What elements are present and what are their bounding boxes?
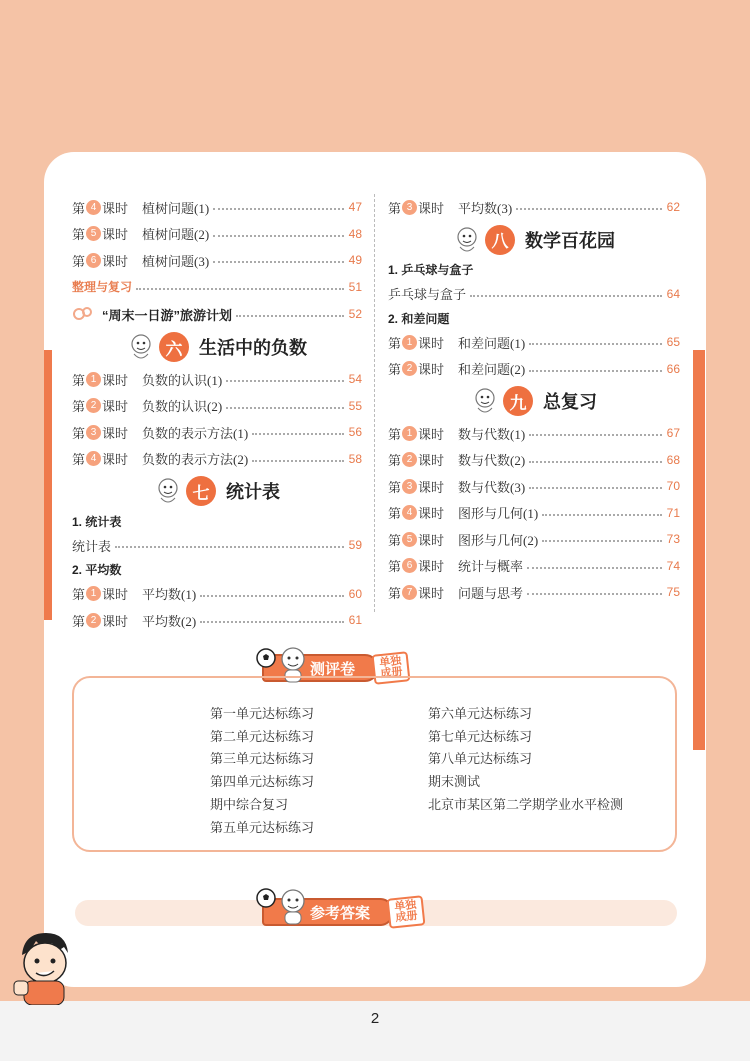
lesson-prefix: 第: [388, 559, 402, 575]
leader-dots: [200, 595, 344, 597]
lesson-suffix: 课时: [418, 335, 445, 351]
unit-badge: 七: [186, 476, 216, 506]
test-item[interactable]: 第七单元达标练习: [428, 728, 533, 744]
unit-7-heading[interactable]: [72, 472, 362, 510]
leader-dots: [213, 261, 344, 263]
lesson-number: 4: [86, 451, 101, 466]
leader-dots: [529, 461, 662, 463]
leader-dots: [470, 295, 662, 297]
lesson-label: [72, 611, 128, 630]
lesson-title: 图形与几何(2): [458, 532, 539, 548]
page-ref: 58: [348, 451, 362, 466]
lesson-prefix: 第: [72, 372, 86, 388]
test-item[interactable]: 北京市某区第二学期学业水平检测: [428, 796, 624, 812]
page-ref: 65: [666, 335, 680, 350]
lesson-label: [72, 449, 128, 468]
test-item[interactable]: 第一单元达标练习: [210, 706, 315, 721]
lesson-label: [388, 583, 444, 602]
unit-name: 生活中的负数: [199, 338, 307, 358]
lesson-title: 负数的表示方法(1): [142, 425, 249, 441]
lesson-prefix: 第: [388, 506, 402, 522]
lesson-number: 2: [86, 398, 101, 413]
lesson-suffix: 课时: [418, 559, 445, 575]
lesson-prefix: 第: [72, 613, 86, 629]
page-ref: 68: [666, 452, 680, 467]
trip-row[interactable]: [72, 300, 362, 328]
lesson-prefix: 第: [388, 200, 402, 216]
tests-right-list: [428, 703, 623, 817]
lesson-title: 统计与概率: [458, 559, 524, 575]
lesson-label: [388, 530, 444, 549]
mascot-icon: [127, 332, 155, 362]
lesson-number: 7: [402, 585, 417, 600]
page-ref: 54: [348, 372, 362, 387]
lesson-title: 负数的表示方法(2): [142, 452, 249, 468]
page-ref: 66: [666, 361, 680, 376]
lesson-prefix: 第: [388, 426, 402, 442]
lesson-number: 1: [86, 586, 101, 601]
lesson-number: 4: [402, 505, 417, 520]
lesson-suffix: 课时: [102, 227, 129, 243]
review-title: 整理与复习: [72, 280, 133, 295]
lesson-prefix: 第: [388, 453, 402, 469]
lesson-label: [72, 370, 128, 389]
lesson-number: 4: [86, 200, 101, 215]
leader-dots: [252, 433, 344, 435]
lesson-number: 6: [86, 253, 101, 268]
lesson-row[interactable]: [72, 393, 362, 420]
page-ref: 49: [348, 253, 362, 268]
lesson-title: 数与代数(1): [458, 426, 526, 442]
lesson-title: 平均数(2): [142, 613, 197, 629]
lesson-number: 1: [402, 335, 417, 350]
leader-dots: [213, 235, 344, 237]
page-ref: 75: [666, 585, 680, 600]
lesson-row[interactable]: [388, 526, 680, 553]
lesson-row[interactable]: [72, 419, 362, 446]
lesson-prefix: 第: [388, 585, 402, 601]
lesson-prefix: 第: [72, 253, 86, 269]
leader-dots: [226, 407, 344, 409]
leader-dots: [529, 434, 662, 436]
lesson-label: [388, 359, 444, 378]
lesson-row[interactable]: [72, 446, 362, 473]
test-item[interactable]: 第六单元达标练习: [428, 706, 533, 721]
column-divider: [374, 194, 375, 612]
lesson-number: 3: [402, 200, 417, 215]
test-item[interactable]: 期中综合复习: [210, 796, 289, 812]
lesson-title: 植树问题(2): [142, 227, 210, 243]
lesson-title: 植树问题(1): [142, 200, 210, 216]
lesson-row[interactable]: [72, 366, 362, 393]
lesson-suffix: 课时: [418, 426, 445, 442]
lesson-row[interactable]: [72, 581, 362, 608]
page-ref: 64: [666, 286, 680, 301]
unit-name: 统计表: [226, 482, 280, 502]
lesson-suffix: 课时: [102, 253, 129, 269]
leader-dots: [542, 514, 662, 516]
lesson-suffix: 课时: [418, 453, 445, 469]
lesson-title: 植树问题(3): [142, 253, 210, 269]
lesson-label: [72, 423, 128, 442]
page-ref: 67: [666, 426, 680, 441]
lesson-suffix: 课时: [418, 506, 445, 522]
unit-8-heading[interactable]: [388, 221, 680, 259]
entry-title: 统计表: [72, 538, 112, 554]
lesson-prefix: 第: [72, 587, 86, 603]
lesson-prefix: 第: [72, 227, 86, 243]
lesson-number: 5: [402, 532, 417, 547]
lesson-label: [388, 450, 444, 469]
lesson-title: 问题与思考: [458, 585, 524, 601]
tests-banner-tag: 单独成册: [372, 651, 411, 685]
lesson-suffix: 课时: [418, 585, 445, 601]
lesson-number: 1: [86, 372, 101, 387]
entry-title: 乒乓球与盒子: [388, 287, 467, 303]
test-item[interactable]: 第四单元达标练习: [210, 774, 315, 790]
lesson-row[interactable]: [388, 579, 680, 606]
tests-left-list: [210, 703, 314, 839]
lesson-title: 数与代数(3): [458, 479, 526, 495]
lesson-title: 和差问题(1): [458, 335, 526, 351]
answers-banner-tag: 单独成册: [387, 895, 426, 929]
lesson-label: [72, 251, 128, 270]
page-ref: 48: [348, 226, 362, 241]
trip-title: “周末一日游”旅游计划: [102, 307, 233, 323]
unit-name: 总复习: [543, 392, 597, 412]
lesson-row[interactable]: [72, 221, 362, 248]
lesson-label: [388, 556, 444, 575]
left-column: [72, 194, 362, 634]
lesson-suffix: 课时: [102, 613, 129, 629]
lesson-row[interactable]: [388, 420, 680, 447]
lesson-title: 平均数(3): [458, 200, 513, 216]
page-ref: 47: [348, 200, 362, 215]
lesson-row[interactable]: [72, 247, 362, 274]
mascot-icon: [453, 225, 481, 255]
mascot-icon: [154, 476, 182, 506]
lesson-row[interactable]: [388, 473, 680, 500]
lesson-title: 图形与几何(1): [458, 506, 539, 522]
section-heading: 1. 乒乓球与盒子: [388, 263, 474, 277]
page-ref: 70: [666, 479, 680, 494]
leader-dots: [542, 540, 662, 542]
test-item[interactable]: 第五单元达标练习: [210, 819, 315, 835]
section-heading: 2. 平均数: [72, 563, 122, 577]
lesson-title: 负数的认识(1): [142, 372, 223, 388]
leader-dots: [252, 460, 344, 462]
lesson-label: [388, 424, 444, 443]
right-column: [388, 194, 680, 606]
tests-banner-label: 测评卷: [262, 654, 379, 682]
page-ref: 59: [348, 538, 362, 553]
test-item[interactable]: 期末测试: [428, 774, 481, 790]
lesson-row[interactable]: [388, 194, 680, 221]
lesson-number: 3: [86, 425, 101, 440]
unit-badge: 九: [503, 386, 533, 416]
answers-banner-label: 参考答案: [262, 898, 394, 926]
lesson-title: 平均数(1): [142, 587, 197, 603]
leader-dots: [213, 208, 344, 210]
right-accent-bar: [693, 350, 705, 750]
lesson-prefix: 第: [72, 200, 86, 216]
leader-dots: [136, 288, 344, 290]
leader-dots: [516, 208, 662, 210]
lesson-prefix: 第: [72, 452, 86, 468]
lesson-row[interactable]: [72, 194, 362, 221]
page-ref: 71: [666, 505, 680, 520]
page-ref: 52: [348, 307, 362, 321]
stat-table-row[interactable]: [72, 532, 362, 559]
lesson-title: 数与代数(2): [458, 453, 526, 469]
lesson-prefix: 第: [72, 425, 86, 441]
lesson-label: [72, 224, 128, 243]
lesson-row[interactable]: [388, 447, 680, 474]
lesson-number: 2: [402, 452, 417, 467]
soccer-ball-icon: [256, 648, 276, 668]
lesson-number: 3: [402, 479, 417, 494]
unit-badge: 六: [159, 332, 189, 362]
pingpong-row[interactable]: [388, 281, 680, 308]
mascot-icon: [471, 386, 499, 416]
lesson-prefix: 第: [388, 532, 402, 548]
lesson-row[interactable]: [388, 329, 680, 356]
leader-dots: [200, 621, 344, 623]
lesson-suffix: 课时: [102, 200, 129, 216]
unit-badge: 八: [485, 225, 515, 255]
lesson-suffix: 课时: [418, 479, 445, 495]
section-heading: 2. 和差问题: [388, 311, 450, 326]
lesson-row[interactable]: [388, 553, 680, 580]
leader-dots: [236, 315, 344, 317]
unit-6-heading[interactable]: [72, 328, 362, 366]
unit-9-heading[interactable]: [388, 382, 680, 420]
section-heading: 1. 统计表: [72, 514, 122, 529]
lesson-number: 6: [402, 558, 417, 573]
leader-dots: [527, 593, 662, 595]
lesson-label: [72, 396, 128, 415]
lesson-row[interactable]: [388, 500, 680, 527]
lesson-label: [388, 198, 444, 217]
lesson-label: [72, 584, 128, 603]
lesson-suffix: 课时: [102, 425, 129, 441]
leader-dots: [529, 343, 662, 345]
lesson-suffix: 课时: [102, 587, 129, 603]
page-ref: 55: [348, 398, 362, 413]
leader-dots: [529, 370, 662, 372]
test-item[interactable]: 第八单元达标练习: [428, 751, 533, 767]
lesson-title: 和差问题(2): [458, 362, 526, 378]
mascot-icon: [276, 886, 310, 926]
left-accent-bar: [44, 350, 52, 620]
lesson-label: [388, 503, 444, 522]
leader-dots: [226, 380, 344, 382]
lesson-suffix: 课时: [102, 372, 129, 388]
soccer-ball-icon: [256, 888, 276, 908]
lesson-number: 2: [86, 613, 101, 628]
lesson-suffix: 课时: [418, 532, 445, 548]
lesson-prefix: 第: [72, 399, 86, 415]
page-ref: 60: [348, 586, 362, 601]
lesson-label: [388, 477, 444, 496]
lesson-suffix: 课时: [102, 399, 129, 415]
lesson-label: [72, 198, 128, 217]
page-ref: 74: [666, 558, 680, 573]
leader-dots: [527, 567, 662, 569]
lesson-title: 负数的认识(2): [142, 399, 223, 415]
unit-name: 数学百花园: [525, 230, 615, 251]
lesson-prefix: 第: [388, 362, 402, 378]
leader-dots: [529, 487, 662, 489]
leader-dots: [115, 546, 344, 548]
answers-banner: [262, 896, 424, 928]
lesson-number: 2: [402, 361, 417, 376]
page-ref: 73: [666, 532, 680, 547]
lesson-prefix: 第: [388, 335, 402, 351]
page-ref: 62: [666, 200, 680, 215]
boy-mascot-icon: [8, 925, 88, 1005]
lesson-prefix: 第: [388, 479, 402, 495]
page-ref: 61: [348, 613, 362, 628]
lesson-suffix: 课时: [418, 362, 445, 378]
lesson-number: 1: [402, 426, 417, 441]
page-ref: 51: [348, 279, 362, 294]
review-row[interactable]: [72, 274, 362, 301]
test-item[interactable]: 第二单元达标练习: [210, 728, 315, 744]
gear-decor-icon: [72, 305, 94, 323]
lesson-label: [388, 333, 444, 352]
lesson-suffix: 课时: [102, 452, 129, 468]
lesson-row[interactable]: [72, 607, 362, 634]
page-ref: 56: [348, 425, 362, 440]
page-number: 2: [370, 1010, 380, 1027]
lesson-row[interactable]: [388, 356, 680, 383]
lesson-suffix: 课时: [418, 200, 445, 216]
lesson-number: 5: [86, 226, 101, 241]
test-item[interactable]: 第三单元达标练习: [210, 751, 315, 767]
